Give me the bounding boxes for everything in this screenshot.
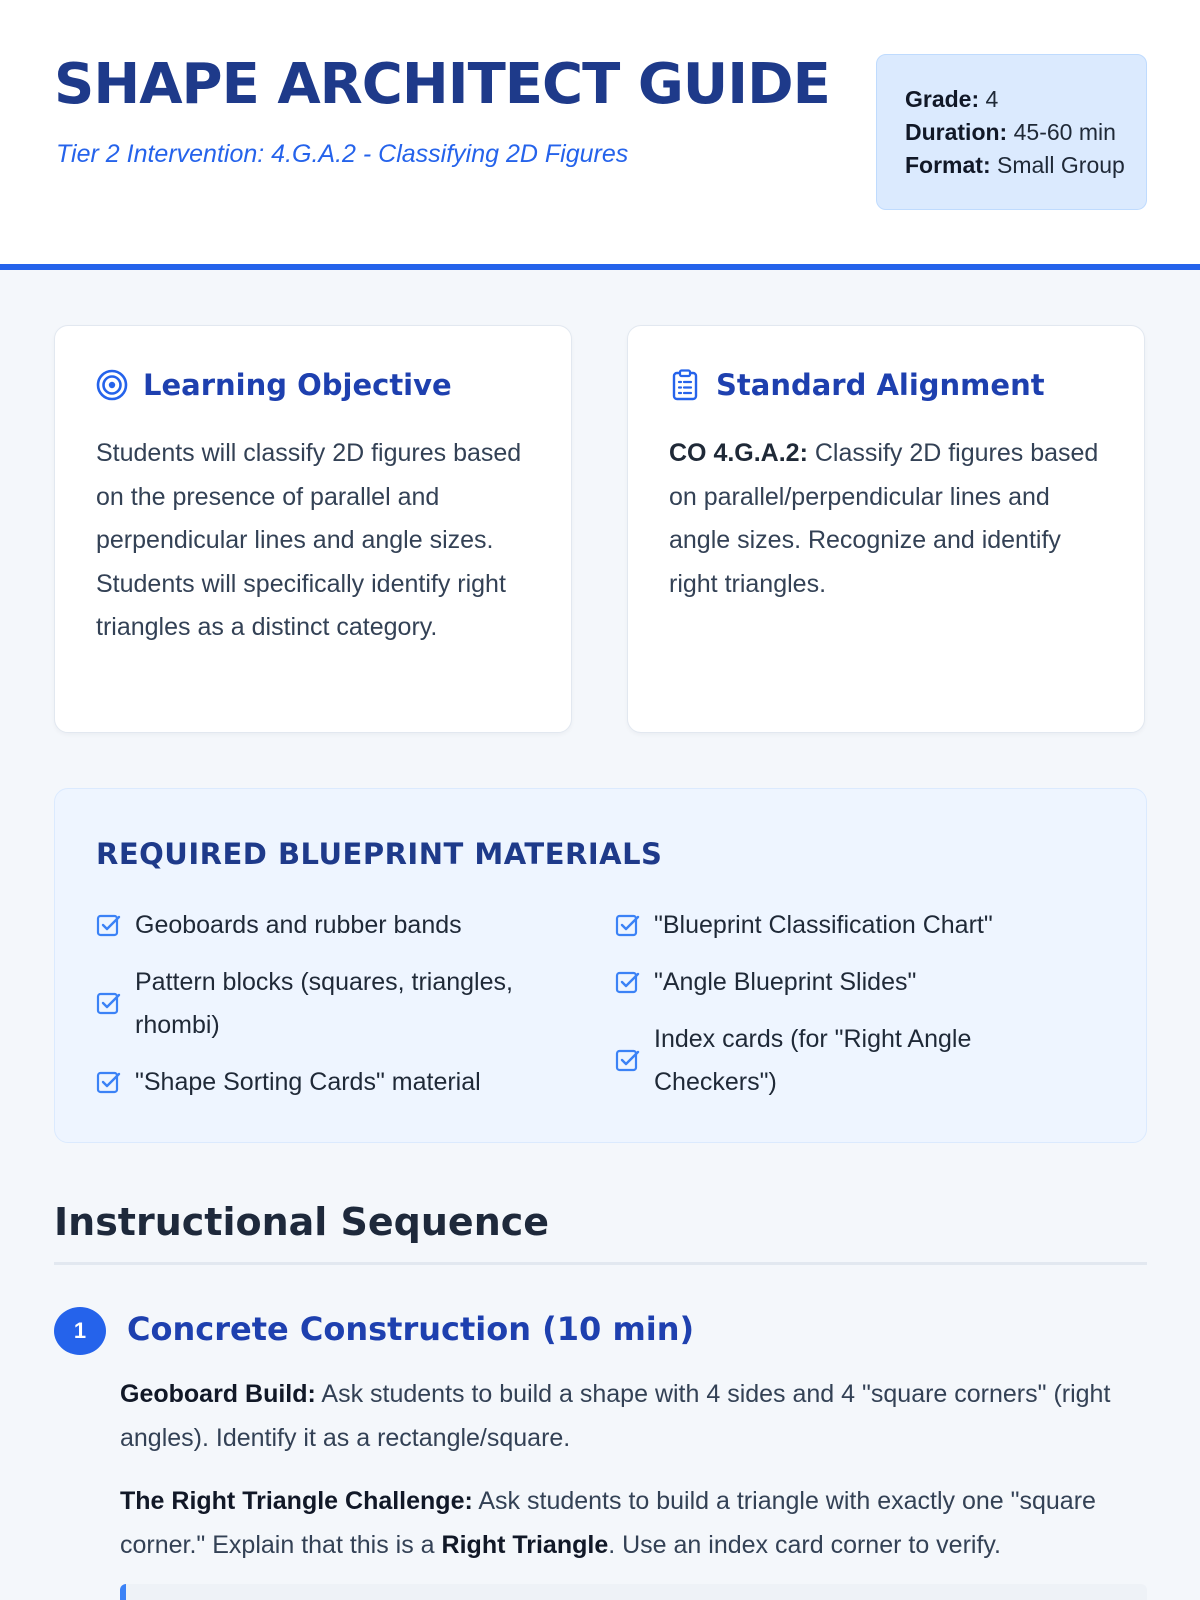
- objective-title: Learning Objective: [143, 368, 452, 402]
- step-paragraph: The Right Triangle Challenge: Ask students to build a triangle with exactly one "square corner." Explain that this is a Right Triangle. Use an index card corner to verify.: [120, 1487, 1096, 1559]
- tip-callout: [120, 1584, 1147, 1600]
- page-header: [0, 0, 1200, 270]
- checkbox-icon: [615, 913, 641, 939]
- material-item: "Angle Blueprint Slides": [615, 961, 1115, 1004]
- material-item: Index cards (for "Right Angle Checkers"): [615, 1018, 1015, 1104]
- sequence-heading: Instructional Sequence: [54, 1200, 550, 1244]
- checkbox-icon: [96, 913, 122, 939]
- standard-title: Standard Alignment: [716, 368, 1045, 402]
- material-item: Geoboards and rubber bands: [96, 904, 556, 947]
- materials-title: REQUIRED BLUEPRINT MATERIALS: [96, 837, 663, 871]
- step-title: Concrete Construction (10 min): [127, 1310, 695, 1348]
- grade-info: Grade: 4: [905, 86, 999, 112]
- target-icon: [95, 368, 129, 402]
- step-paragraph: Geoboard Build: Ask students to build a shape with 4 sides and 4 "square corners" (right angles). Identify it as a rectangle/square.: [120, 1380, 1111, 1452]
- material-item: Pattern blocks (squares, triangles, rhombi): [96, 961, 566, 1047]
- material-item: "Shape Sorting Cards" material: [96, 1061, 556, 1104]
- step-number-badge: 1: [54, 1307, 106, 1355]
- checkbox-icon: [96, 991, 122, 1017]
- divider: [54, 1262, 1147, 1265]
- standard-code: CO 4.G.A.2:: [669, 439, 808, 467]
- lesson-info-box: [876, 54, 1147, 210]
- clipboard-icon: [668, 368, 702, 402]
- checkbox-icon: [615, 1048, 641, 1074]
- checkbox-icon: [615, 970, 641, 996]
- page-title: SHAPE ARCHITECT GUIDE: [54, 52, 830, 117]
- page-subtitle: Tier 2 Intervention: 4.G.A.2 - Classifying 2D Figures: [56, 140, 629, 168]
- objective-text: Students will classify 2D figures based on the presence of parallel and perpendicular lines and angle sizes. Students will specifically identify right triangles as a distinct category.: [96, 439, 522, 641]
- materials-panel: [54, 788, 1147, 1143]
- duration-info: Duration: 45-60 min: [905, 119, 1116, 145]
- checkbox-icon: [96, 1070, 122, 1096]
- standard-alignment-card: [627, 325, 1145, 733]
- format-info: Format: Small Group: [905, 152, 1125, 178]
- material-item: "Blueprint Classification Chart": [615, 904, 1115, 947]
- standard-text: CO 4.G.A.2: Classify 2D figures based on parallel/perpendicular lines and angle sizes. Recognize and identify right triangles.: [669, 439, 1099, 598]
- learning-objective-card: [54, 325, 572, 733]
